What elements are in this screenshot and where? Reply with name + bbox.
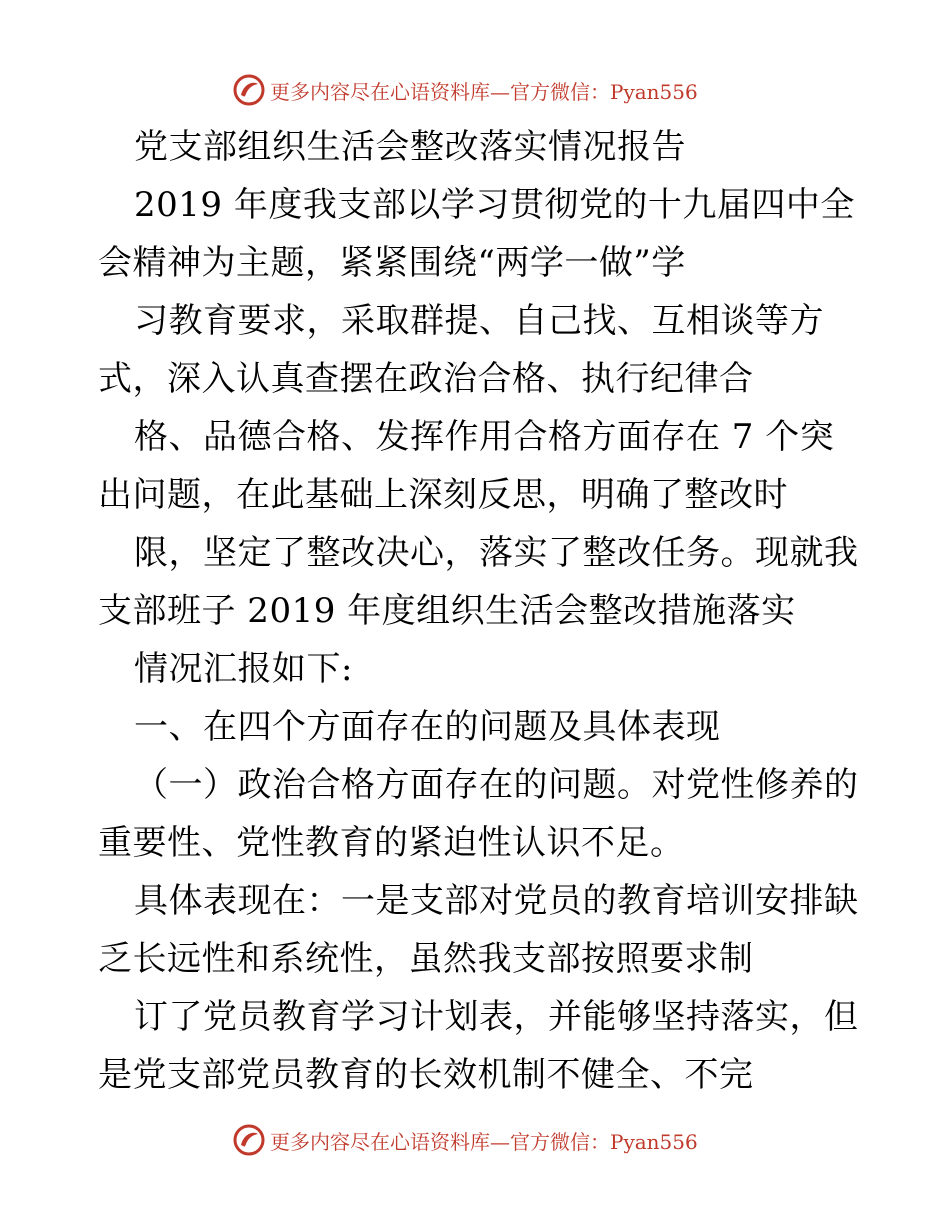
- section-heading: 一、在四个方面存在的问题及具体表现: [134, 707, 721, 747]
- leaf-swirl-logo-icon: [232, 73, 266, 107]
- text-line: 限，坚定了整改决心，落实了整改任务。现就我: [134, 533, 859, 573]
- leaf-swirl-logo-icon: [232, 1123, 266, 1157]
- subsection-heading: （一）政治合格方面存在的问题。对党性修养的: [134, 765, 859, 805]
- text-line: 重要性、党性教育的紧迫性认识不足。: [98, 823, 685, 863]
- footer-banner: [232, 1120, 698, 1160]
- text-line: 式，深入认真查摆在政治合格、执行纪律合: [98, 359, 754, 399]
- text-line: 支部班子 2019 年度组织生活会整改措施落实: [98, 591, 796, 631]
- text-line: 订了党员教育学习计划表，并能够坚持落实，但: [134, 997, 859, 1037]
- header-banner-text: 更多内容尽在心语资料库—官方微信：Pyan556: [270, 79, 698, 104]
- text-line: 出问题，在此基础上深刻反思，明确了整改时: [98, 475, 788, 515]
- text-line: 会精神为主题，紧紧围绕“两学一做”学: [98, 243, 686, 283]
- text-line: 格、品德合格、发挥作用合格方面存在 7 个突: [134, 417, 835, 457]
- text-line: 情况汇报如下:: [134, 649, 353, 689]
- text-line: 是党支部党员教育的长效机制不健全、不完: [98, 1055, 754, 1095]
- text-line: 具体表现在：一是支部对党员的教育培训安排缺: [134, 881, 859, 921]
- header-banner: [232, 70, 698, 110]
- text-line: 乏长远性和系统性，虽然我支部按照要求制: [98, 939, 754, 979]
- footer-banner-text: 更多内容尽在心语资料库—官方微信：Pyan556: [270, 1129, 698, 1154]
- document-title: 党支部组织生活会整改落实情况报告: [134, 127, 686, 167]
- text-line: 习教育要求，采取群提、自己找、互相谈等方: [134, 301, 824, 341]
- text-line: 2019 年度我支部以学习贯彻党的十九届四中全: [134, 185, 855, 225]
